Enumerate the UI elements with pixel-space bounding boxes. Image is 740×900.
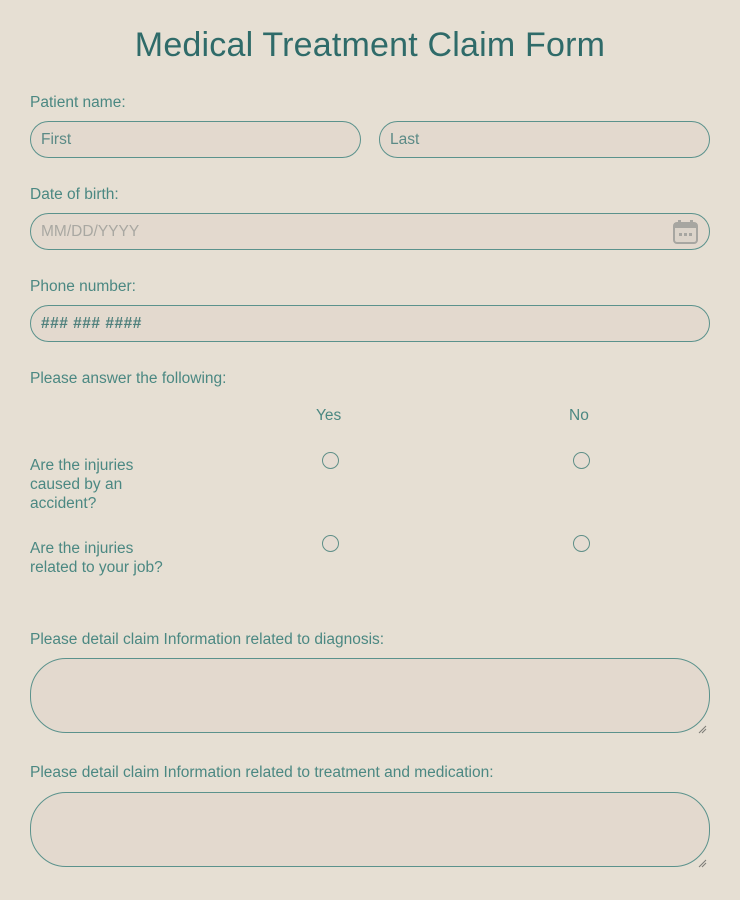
first-name-input[interactable] <box>30 121 361 158</box>
phone-number-input[interactable] <box>30 305 710 342</box>
radio-accident-yes[interactable] <box>322 452 339 469</box>
calendar-icon[interactable] <box>673 220 698 244</box>
column-yes: Yes <box>316 407 342 424</box>
last-name-placeholder: Last <box>390 130 420 148</box>
radio-accident-no[interactable] <box>573 452 590 469</box>
questions-label: Please answer the following: <box>30 370 227 387</box>
form-title: Medical Treatment Claim Form <box>134 26 606 64</box>
patient-name-label: Patient name: <box>30 94 126 111</box>
date-of-birth-label: Date of birth: <box>30 186 119 203</box>
diagnosis-textarea[interactable] <box>30 658 710 733</box>
first-name-placeholder: First <box>41 130 72 148</box>
question-job-related: Are the injuries related to your job? <box>30 540 163 576</box>
question-accident: Are the injuries caused by an accident? <box>30 457 134 512</box>
phone-number-label: Phone number: <box>30 278 136 295</box>
column-no: No <box>569 407 589 424</box>
diagnosis-label: Please detail claim Information related to diagnosis: <box>30 631 385 648</box>
last-name-input[interactable] <box>379 121 710 158</box>
resize-handle-icon[interactable] <box>697 721 707 731</box>
resize-handle-icon[interactable] <box>697 855 707 865</box>
date-of-birth-input[interactable] <box>30 213 710 250</box>
radio-job-no[interactable] <box>573 535 590 552</box>
phone-number-placeholder: ### ### #### <box>41 314 142 332</box>
date-of-birth-placeholder: MM/DD/YYYY <box>41 222 140 240</box>
treatment-textarea[interactable] <box>30 792 710 867</box>
treatment-label: Please detail claim Information related to treatment and medication: <box>30 764 494 781</box>
radio-job-yes[interactable] <box>322 535 339 552</box>
